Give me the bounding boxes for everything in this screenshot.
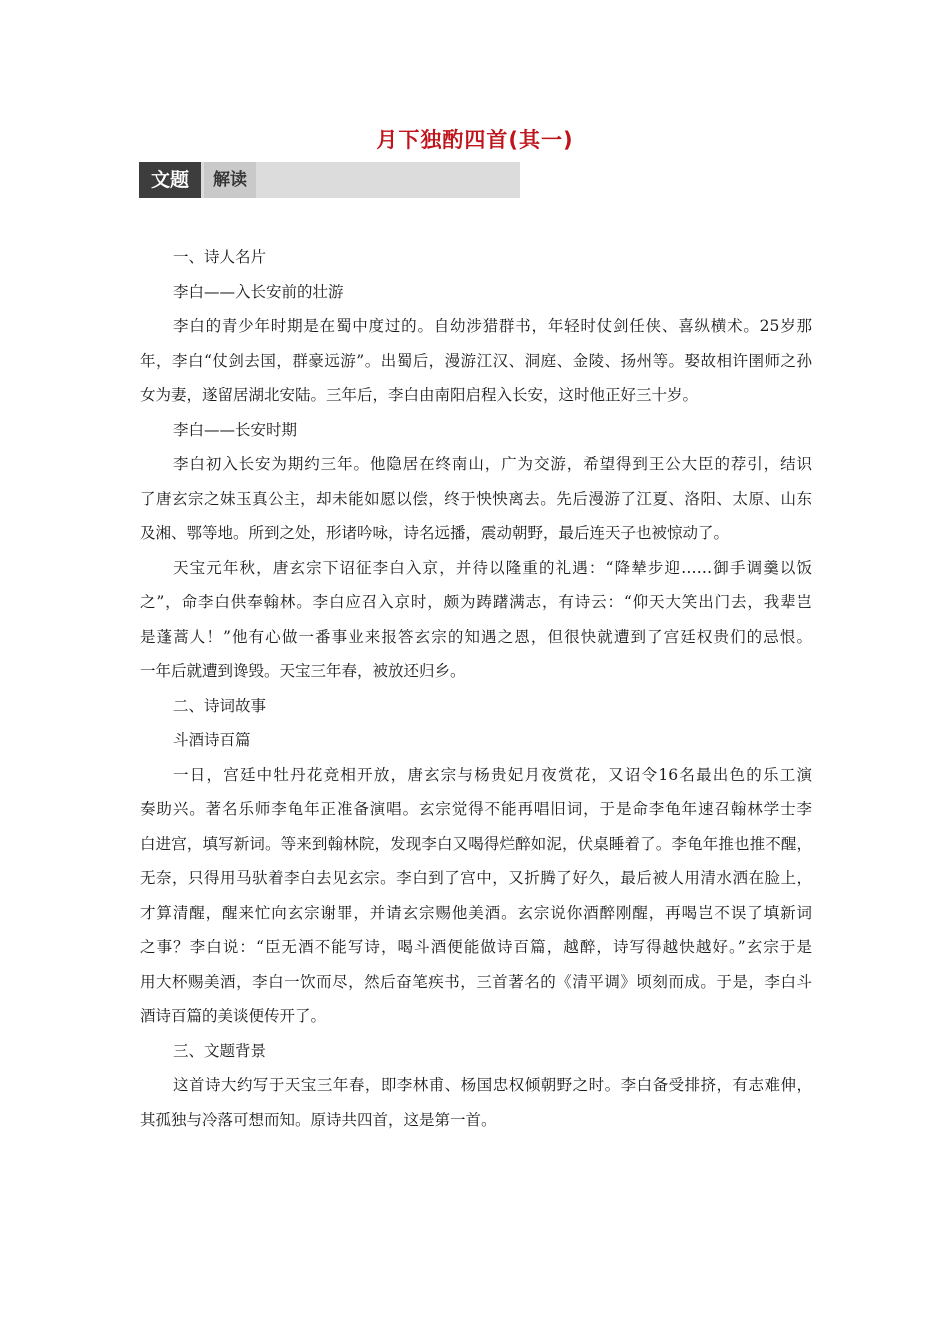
paragraph-line: 白进宫，填写新词。等来到翰林院，发现李白又喝得烂醉如泥，伏桌睡着了。李龟年推也推不醒， — [140, 834, 812, 853]
paragraph-line: 李白初入长安为期约三年。他隐居在终南山，广为交游，希望得到王公大臣的荐引，结识 — [173, 455, 812, 473]
subheading: 李白——长安时期 — [173, 420, 298, 439]
page-title: 月下独酌四首(其一) — [376, 128, 574, 152]
paragraph-line: 其孤独与冷落可想而知。原诗共四首，这是第一首。 — [140, 1110, 497, 1129]
subheading: 李白——入长安前的壮游 — [173, 282, 344, 301]
paragraph-line: 女为妻，遂留居湖北安陆。三年后，李白由南阳启程入长安，这时他正好三十岁。 — [140, 386, 699, 404]
paragraph-line: 一年后就遭到谗毁。天宝三年春，被放还归乡。 — [140, 662, 466, 680]
section-heading: 三、文题背景 — [173, 1041, 267, 1060]
section-heading: 二、诗词故事 — [173, 696, 267, 715]
section-heading: 一、诗人名片 — [173, 248, 267, 266]
paragraph-line: 这首诗大约写于天宝三年春，即李林甫、杨国忠权倾朝野之时。李白备受排挤，有志难伸， — [173, 1076, 812, 1094]
paragraph-line: 年，李白“仗剑去国，群豪远游”。出蜀后，漫游江汉、洞庭、金陵、扬州等。娶故相许圉师之孙 — [140, 351, 812, 370]
paragraph-line: 无奈，只得用马驮着李白去见玄宗。李白到了宫中，又折腾了好久，最后被人用清水洒在脸上， — [140, 869, 812, 887]
paragraph-line: 之事？李白说：“臣无酒不能写诗，喝斗酒便能做诗百篇，越醉，诗写得越快越好。”玄宗于是 — [140, 938, 812, 956]
paragraph-line: 奏助兴。著名乐师李龟年正准备演唱。玄宗觉得不能再唱旧词，于是命李龟年速召翰林学士李 — [140, 800, 812, 818]
document-body — [140, 240, 812, 1137]
paragraph-line: 才算清醒，醒来忙向玄宗谢罪，并请玄宗赐他美酒。玄宗说你酒醉刚醒，再喝岂不误了填新词 — [140, 903, 812, 922]
paragraph-line: 李白的青少年时期是在蜀中度过的。自幼涉猎群书，年轻时仗剑任侠、喜纵横术。25岁那 — [173, 317, 812, 335]
paragraph-line: 及湘、鄂等地。所到之处，形诸吟咏，诗名远播，震动朝野，最后连天子也被惊动了。 — [140, 524, 730, 542]
banner-label-primary: 文题 — [139, 162, 201, 198]
paragraph-line: 是蓬蒿人！”他有心做一番事业来报答玄宗的知遇之恩，但很快就遭到了宫廷权贵们的忌恨。 — [140, 627, 812, 646]
paragraph-line: 天宝元年秋，唐玄宗下诏征李白入京，并待以隆重的礼遇：“降辇步迎……御手调羹以饭 — [173, 558, 812, 577]
section-banner — [139, 162, 520, 198]
paragraph-line: 酒诗百篇的美谈便传开了。 — [140, 1007, 327, 1025]
paragraph-line: 之”，命李白供奉翰林。李白应召入京时，颇为踌躇满志，有诗云：“仰天大笑出门去，我辈岂 — [140, 593, 812, 611]
banner-label-secondary: 解读 — [204, 162, 256, 198]
paragraph-line: 用大杯赐美酒，李白一饮而尽，然后奋笔疾书，三首著名的《清平调》顷刻而成。于是，李白斗 — [140, 972, 812, 991]
paragraph-line: 了唐玄宗之妹玉真公主，却未能如愿以偿，终于怏怏离去。先后漫游了江夏、洛阳、太原、山东 — [140, 489, 812, 508]
subheading: 斗酒诗百篇 — [173, 731, 251, 749]
paragraph-line: 一日，宫廷中牡丹花竞相开放，唐玄宗与杨贵妃月夜赏花，又诏令16名最出色的乐工演 — [173, 765, 812, 784]
